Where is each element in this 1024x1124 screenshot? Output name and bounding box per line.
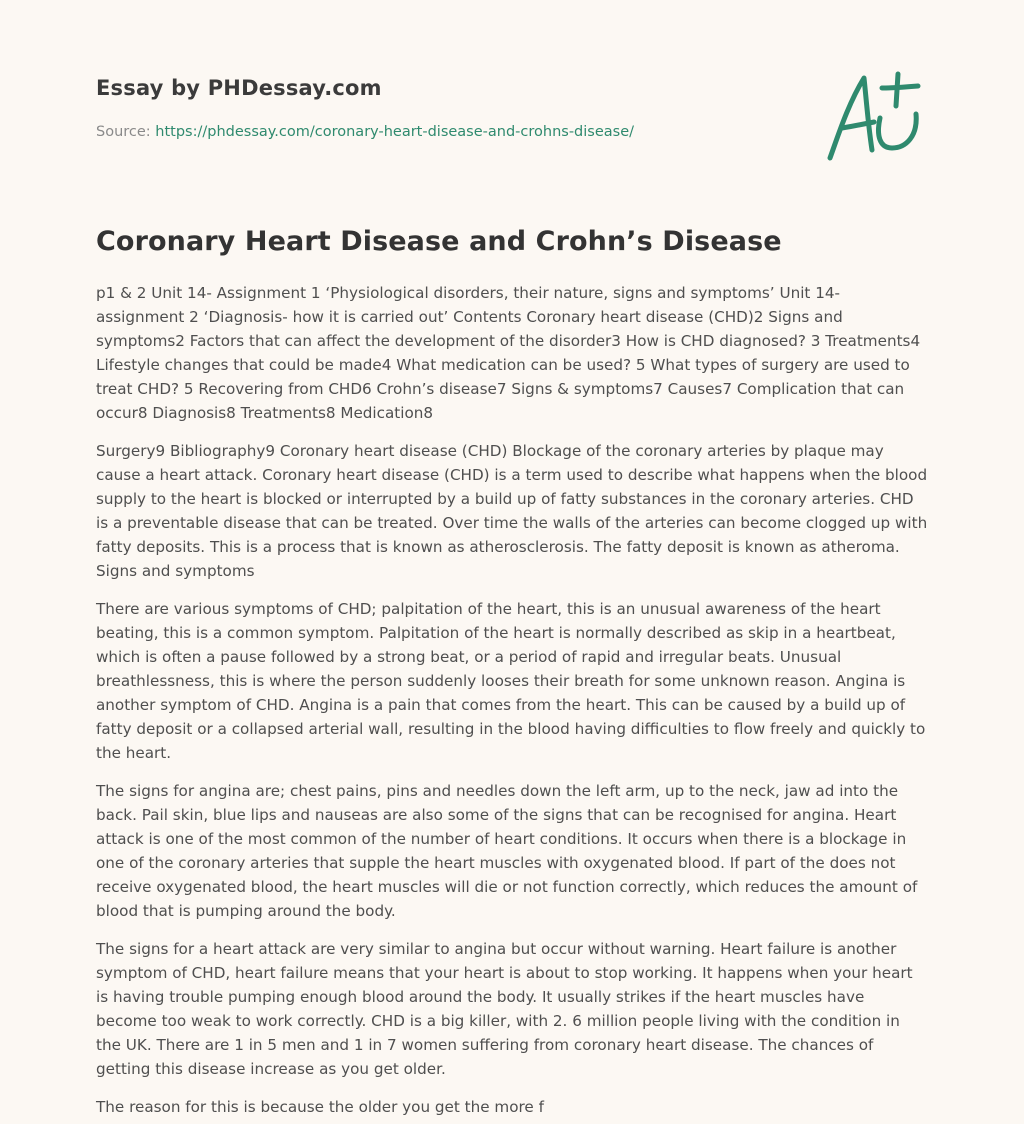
a-plus-logo-icon bbox=[824, 66, 928, 166]
source-label: Source: bbox=[96, 124, 156, 140]
essay-paragraph: The signs for angina are; chest pains, pins and needles down the left arm, up to the neck, jaw ad into the back. Pail skin, blue lips and nauseas are also some of the signs that can be recognised for angina. Heart attack is one of the most common of the number of heart conditions. It occurs when there is a blockage in one of the coronary arteries that supple the heart muscles with oxygenated blood. If part of the does not receive oxygenated blood, the heart muscles will die or not function correctly, which reduces the amount of blood that is pumping around the body. bbox=[96, 782, 918, 920]
site-brand: Essay by PHDessay.com bbox=[96, 76, 382, 100]
essay-title: Coronary Heart Disease and Crohn’s Disease bbox=[96, 226, 782, 257]
essay-body bbox=[96, 281, 928, 1119]
essay-paragraph: p1 & 2 Unit 14- Assignment 1 ‘Physiological disorders, their nature, signs and symptoms’ Unit 14- assignment 2 ‘Diagnosis- how it is carried out’ Contents Coronary heart disease (CHD)2 Signs and symptoms2 Factors that can affect the development of the disorder3 How is CHD diagnosed? 3 Treatments4 Lifestyle changes that could be made4 What medication can be used? 5 What types of surgery are used to treat CHD? 5 Recovering from CHD6 Crohn’s disease7 Signs & symptoms7 Causes7 Complication that can occur8 Diagnosis8 Treatments8 Medication8 bbox=[96, 284, 921, 422]
source-line bbox=[96, 124, 634, 140]
essay-paragraph: The signs for a heart attack are very similar to angina but occur without warning. Heart failure is another symptom of CHD, heart failure means that your heart is about to stop working. It happens when your heart is having trouble pumping enough blood around the body. It usually strikes if the heart muscles have become too weak to work correctly. CHD is a big killer, with 2. 6 million people living with the condition in the UK. There are 1 in 5 men and 1 in 7 women suffering from coronary heart disease. The chances of getting this disease increase as you get older. bbox=[96, 940, 913, 1078]
essay-paragraph: There are various symptoms of CHD; palpitation of the heart, this is an unusual awareness of the heart beating, this is a common symptom. Palpitation of the heart is normally described as skip in a heartbeat, which is often a pause followed by a strong beat, or a period of rapid and irregular beats. Unusual breathlessness, this is where the person suddenly looses their breath for some unknown reason. Angina is another symptom of CHD. Angina is a pain that comes from the heart. This can be caused by a build up of fatty deposit or a collapsed arterial wall, resulting in the blood having difficulties to flow freely and quickly to the heart. bbox=[96, 600, 926, 762]
essay-paragraph: The reason for this is because the older you get the more f bbox=[96, 1098, 544, 1116]
essay-paragraph: Surgery9 Bibliography9 Coronary heart disease (CHD) Blockage of the coronary arteries by plaque may cause a heart attack. Coronary heart disease (CHD) is a term used to describe what happens when the blood supply to the heart is blocked or interrupted by a build up of fatty substances in the coronary arteries. CHD is a preventable disease that can be treated. Over time the walls of the arteries can become clogged up with fatty deposits. This is a process that is known as atherosclerosis. The fatty deposit is known as atheroma. Signs and symptoms bbox=[96, 442, 928, 580]
source-link[interactable]: https://phdessay.com/coronary-heart-disease-and-crohns-disease/ bbox=[155, 124, 635, 140]
site-header bbox=[96, 0, 928, 200]
